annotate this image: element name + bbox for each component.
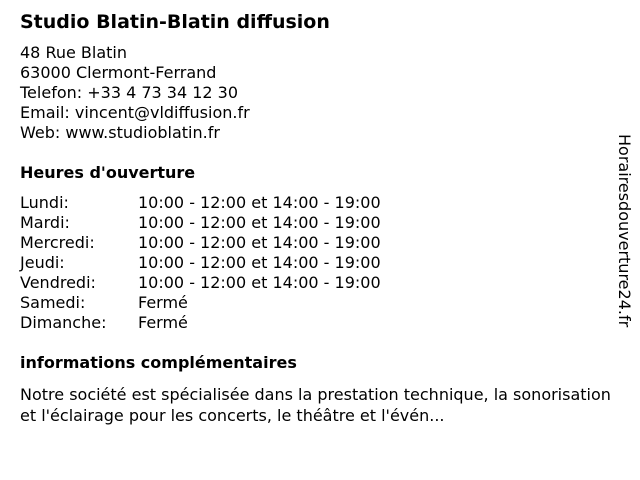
day-label: Mercredi: xyxy=(20,233,95,252)
day-label: Vendredi: xyxy=(20,273,96,292)
day-label: Jeudi: xyxy=(20,253,65,272)
day-label: Mardi: xyxy=(20,213,70,232)
time-value: 10:00 - 12:00 et 14:00 - 19:00 xyxy=(138,253,381,272)
time-value: Fermé xyxy=(138,293,188,312)
hours-row-wednesday xyxy=(20,233,381,253)
hours-row-sunday xyxy=(20,313,381,333)
hours-table xyxy=(20,193,381,333)
phone-number: Telefon: +33 4 73 34 12 30 xyxy=(20,83,239,102)
hours-row-saturday xyxy=(20,293,381,313)
time-value: Fermé xyxy=(138,313,188,332)
address-block xyxy=(20,43,250,143)
day-label: Samedi: xyxy=(20,293,86,312)
hours-row-thursday xyxy=(20,253,381,273)
info-heading: informations complémentaires xyxy=(20,353,297,372)
info-description: Notre société est spécialisée dans la prestation technique, la sonorisation et l'éclairage pour les concerts, le théâtre et l'évén... xyxy=(20,385,611,425)
city-address: 63000 Clermont-Ferrand xyxy=(20,63,217,82)
hours-heading: Heures d'ouverture xyxy=(20,163,196,182)
hours-row-monday xyxy=(20,193,381,213)
street-address: 48 Rue Blatin xyxy=(20,43,127,62)
time-value: 10:00 - 12:00 et 14:00 - 19:00 xyxy=(138,233,381,252)
email-address: Email: vincent@vldiffusion.fr xyxy=(20,103,250,122)
day-label: Lundi: xyxy=(20,193,69,212)
time-value: 10:00 - 12:00 et 14:00 - 19:00 xyxy=(138,193,381,212)
hours-row-friday xyxy=(20,273,381,293)
time-value: 10:00 - 12:00 et 14:00 - 19:00 xyxy=(138,213,381,232)
business-name: Studio Blatin-Blatin diffusion xyxy=(20,11,330,33)
site-watermark: Horairesdouverture24.fr xyxy=(615,134,634,328)
time-value: 10:00 - 12:00 et 14:00 - 19:00 xyxy=(138,273,381,292)
website: Web: www.studioblatin.fr xyxy=(20,123,220,142)
day-label: Dimanche: xyxy=(20,313,107,332)
hours-row-tuesday xyxy=(20,213,381,233)
